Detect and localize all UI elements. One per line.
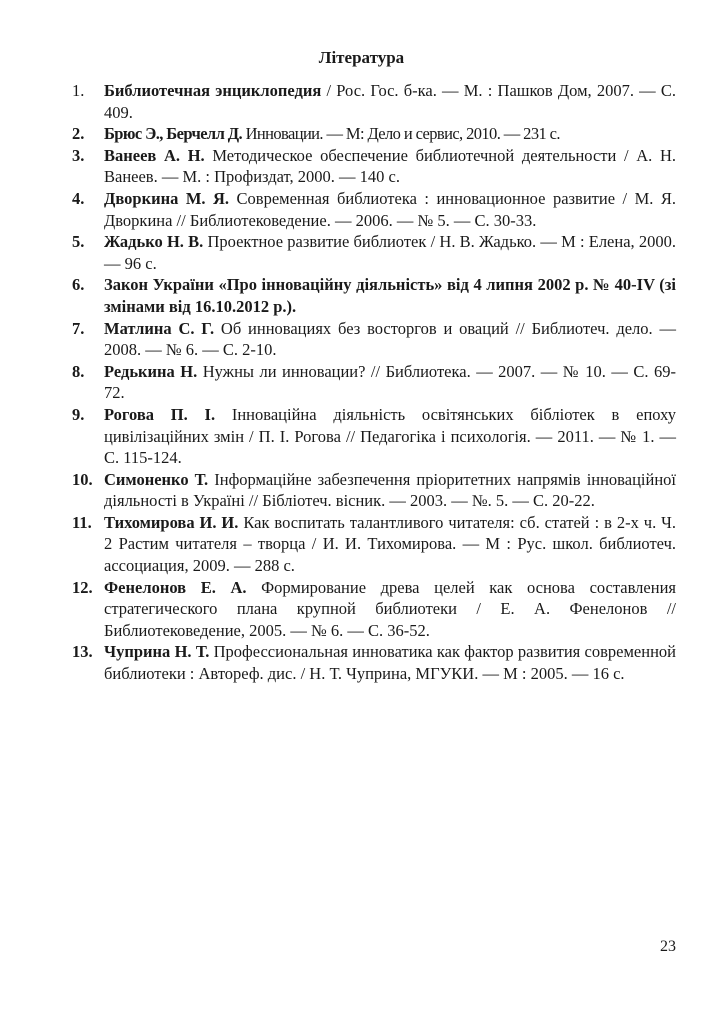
reference-details: Інноваційна діяльність освітянських бібліотек в епоху цивілізаційних змін / П. І. Рогова // Педагогіка і психологія. — 2011. — № 1. — С. 115-124. <box>104 404 676 468</box>
reference-author: Чуприна Н. Т. <box>104 642 210 662</box>
list-item <box>72 145 676 188</box>
reference-text <box>104 577 676 642</box>
reference-author: Закон України «Про інноваційну діяльність» від 4 липня 2002 р. № 40-IV (зі змінами від 16.10.2012 р.). <box>104 275 676 316</box>
reference-details: Об инновациях без восторгов и оваций // Библиотеч. дело. — 2008. — № 6. — С. 2-10. <box>104 318 676 360</box>
reference-author: Брюс Э., Берчелл Д. <box>104 124 243 144</box>
list-item <box>72 469 676 512</box>
reference-number: 13. <box>72 642 93 662</box>
reference-number: 8. <box>72 361 85 381</box>
reference-list <box>72 80 676 685</box>
reference-number: 4. <box>72 188 85 208</box>
reference-text <box>104 145 676 188</box>
page-number: 23 <box>660 938 676 955</box>
reference-author: Тихомирова И. И. <box>104 512 239 532</box>
list-item <box>72 188 676 231</box>
reference-text <box>104 641 676 684</box>
reference-details: Інформаційне забезпечення пріоритетних напрямів інноваційної діяльності в Україні // Бібліотеч. вісник. — 2003. — №. 5. — С. 20-22. <box>104 469 676 511</box>
reference-details: Современная библиотека : инновационное развитие / М. Я. Дворкина // Библиотековедение. — 2006. — № 5. — С. 30-33. <box>104 188 676 230</box>
list-item <box>72 361 676 404</box>
reference-author: Ванеев А. Н. <box>104 145 205 165</box>
list-item <box>72 80 676 123</box>
reference-number: 3. <box>72 145 85 165</box>
reference-author: Фенелонов Е. А. <box>104 577 247 597</box>
reference-author: Рогова П. І. <box>104 404 216 424</box>
reference-text <box>104 80 676 123</box>
reference-details: / Рос. Гос. б-ка. — М. : Пашков Дом, 2007. — С. 409. <box>104 81 676 122</box>
reference-details: Методическое обеспечение библиотечной деятельности / А. Н. Ванеев. — М. : Профиздат, 2000. — 140 с. <box>104 145 676 187</box>
reference-author: Матлина С. Г. <box>104 318 215 338</box>
reference-text <box>104 123 676 145</box>
reference-number: 5. <box>72 232 85 252</box>
list-item <box>72 318 676 361</box>
reference-number: 7. <box>72 318 85 338</box>
reference-text <box>104 318 676 361</box>
reference-details: Как воспитать талантливого читателя: сб. статей : в 2-х ч. Ч. 2 Растим читателя – творца / И. И. Тихомирова. — М : Рус. школ. библиотеч. ассоциация, 2009. — 288 с. <box>104 512 676 576</box>
reference-details: Формирование древа целей как основа составления стратегического плана крупной библиотеки / Е. А. Фенелонов // Библиотековедение, 2005. — № 6. — С. 36-52. <box>104 577 676 640</box>
reference-number: 11. <box>72 512 92 532</box>
page-title: Література <box>318 48 405 67</box>
reference-author: Дворкина М. Я. <box>104 188 230 208</box>
reference-text <box>104 361 676 404</box>
list-item <box>72 512 676 577</box>
reference-text <box>104 512 676 577</box>
reference-details: Проектное развитие библиотек / Н. В. Жадько. — М : Елена, 2000. — 96 с. <box>104 232 676 273</box>
reference-details: Профессиональная инноватика как фактор развития современной библиотеки : Автореф. дис. / Н. Т. Чуприна, МГУКИ. — М : 2005. — 16 с. <box>104 642 676 684</box>
list-item <box>72 231 676 274</box>
reference-details: Нужны ли инновации? // Библиотека. — 2007. — № 10. — С. 69-72. <box>104 361 676 403</box>
reference-number: 9. <box>72 404 85 424</box>
list-item <box>72 641 676 684</box>
reference-author: Жадько Н. В. <box>104 232 204 252</box>
list-item <box>72 404 676 469</box>
reference-details: Инновации. — М: Дело и сервис, 2010. — 231 с. <box>242 124 560 144</box>
list-item <box>72 123 676 145</box>
reference-number: 10. <box>72 469 93 489</box>
reference-text <box>104 469 676 512</box>
reference-number: 12. <box>72 577 93 597</box>
reference-author: Библиотечная энциклопедия <box>104 81 322 100</box>
reference-text <box>104 404 676 469</box>
reference-text <box>104 274 676 317</box>
reference-text <box>104 231 676 274</box>
list-item <box>72 274 676 317</box>
reference-number: 1. <box>72 81 85 100</box>
reference-number: 2. <box>72 124 85 144</box>
reference-number: 6. <box>72 275 85 295</box>
reference-author: Редькина Н. <box>104 361 198 381</box>
reference-text <box>104 188 676 231</box>
reference-author: Симоненко Т. <box>104 469 209 489</box>
list-item <box>72 577 676 642</box>
